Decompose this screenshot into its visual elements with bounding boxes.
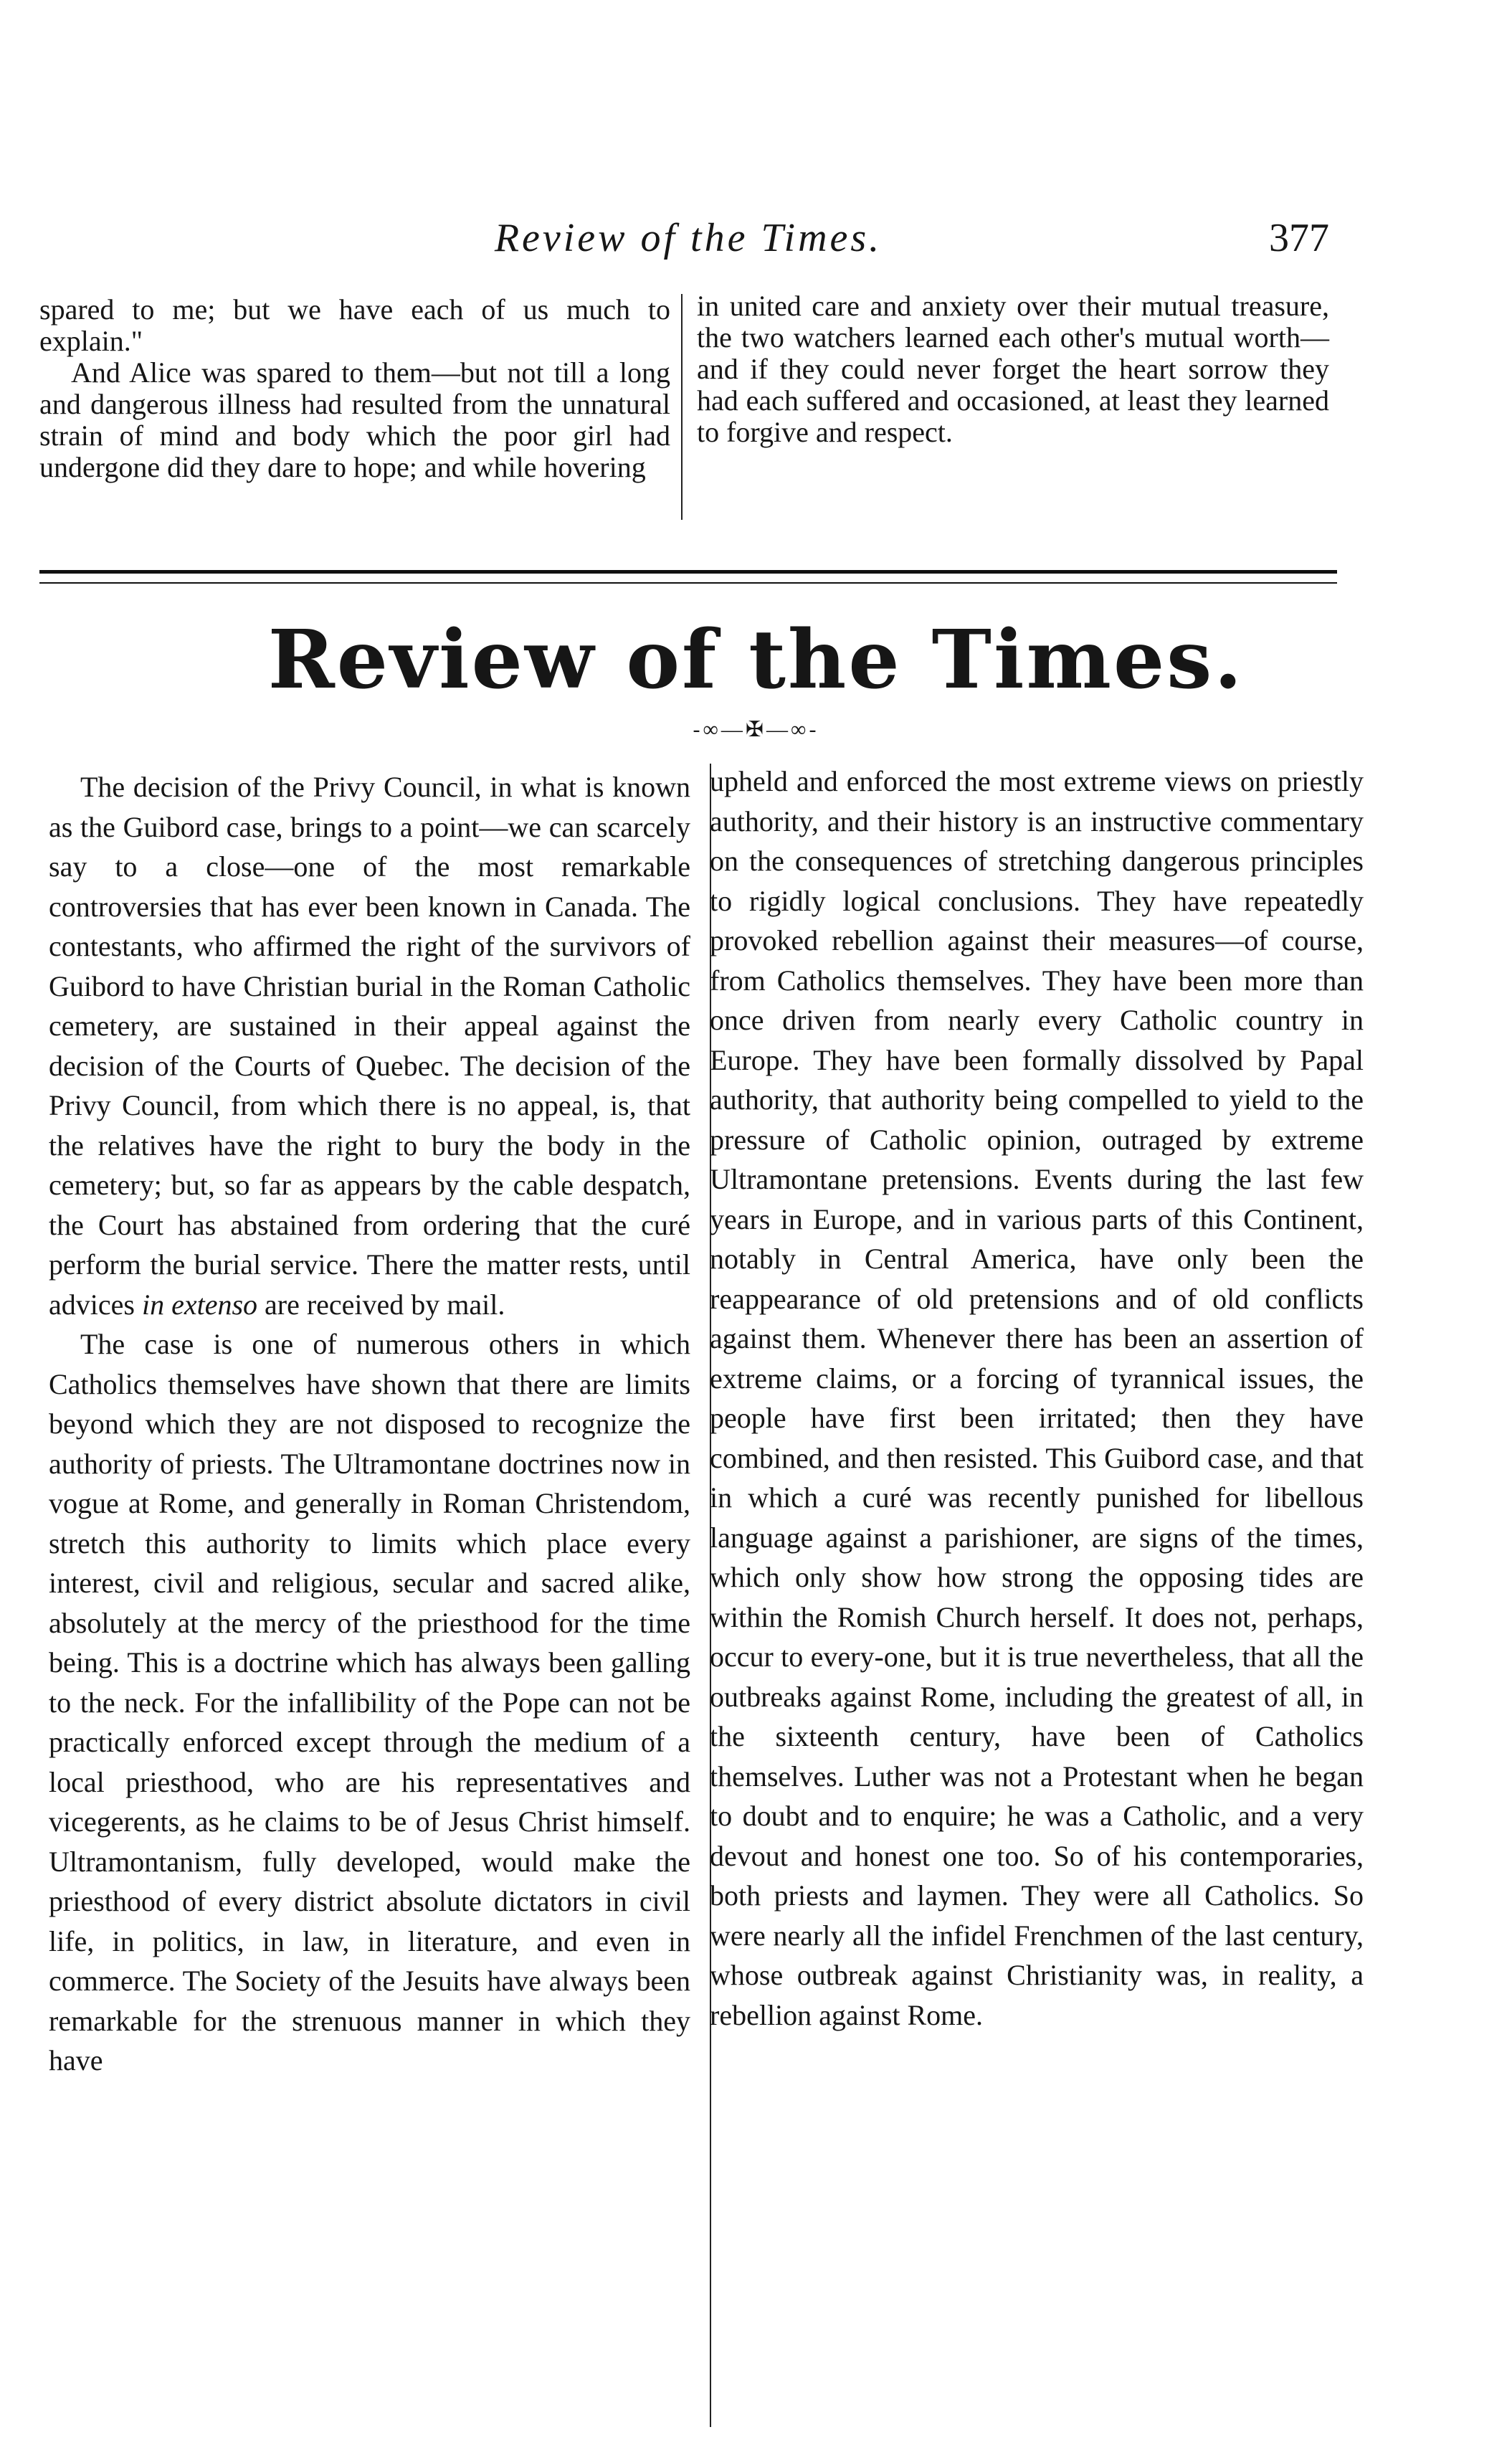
top-story-paragraph: in united care and anxiety over their mutual treasure, the two watchers learned each other's mutual worth—and if they could never forget the heart sorrow they had each suffered and occasioned, at least they learned to forgive and respect. — [697, 290, 1329, 448]
running-title: Review of the Times. — [494, 216, 883, 260]
section-rule-thin — [39, 582, 1337, 584]
article-paragraph: The case is one of numerous others in which Catholics themselves have shown that there are limits beyond which they are not disposed to recognize the authority of priests. The Ultramontane doctrines now in vogue at Rome, and generally in Roman Christendom, stretch this authority to limits which place every interest, civil and religious, secular and sacred alike, absolutely at the mercy of the priesthood for the time being. This is a doctrine which has always been galling to the neck. For the infallibility of the Pope can not be practically enforced except through the medium of a local priesthood, who are his representatives and vicegerents, as he claims to be of Jesus Christ himself. Ultramontanism, fully developed, would make the priesthood of every district absolute dictators in civil life, in politics, in law, in literature, and even in commerce. The Society of the Jesuits have always been remarkable for the strenuous manner in which they have — [49, 1328, 690, 2076]
article-paragraph: upheld and enforced the most extreme views on priestly authority, and their history is an instructive commentary on the consequences of stretching dangerous principles to rigidly logical conclusions. They have repeatedly provoked rebellion against their measures—of course, from Catholics themselves. They have been more than once driven from nearly every Catholic country in Europe. They have been formally dissolved by Papal authority, that authority being compelled to yield to the pressure of Catholic opinion, outraged by extreme Ultramontane pretensions. Events during the last few years in Europe, and in various parts of this Continent, notably in Central America, have only been the reappearance of old pretensions and of old conflicts against them. Whenever there has been an assertion of extreme claims, or a forcing of tyrannical issues, the people have first been irritated; then they have combined, and then resisted. This Guibord case, and that in which a curé was recently punished for libellous language against a parishioner, are signs of the times, which only show how strong the opposing tides are within the Romish Church herself. It does not, perhaps, occur to every-one, but it is true nevertheless, that all the outbreaks against Rome, including the greatest of all, in the sixteenth century, have been of Catholics themselves. Luther was not a Protestant when he began to doubt and to enquire; he was a Catholic, and a very devout and honest one too. So of his contemporaries, both priests and laymen. They were all Catholics. So were nearly all the infidel Frenchmen of the last century, whose outbreak against Christianity was, in reality, a rebellion against Rome. — [710, 765, 1364, 2031]
title-ornament: -∞—✠—∞- — [693, 718, 819, 741]
section-title: Review of the Times. — [267, 613, 1245, 707]
page-number: 377 — [1269, 216, 1329, 260]
section-rule-thick — [39, 570, 1337, 574]
page-header — [0, 215, 1512, 272]
column-divider — [681, 294, 683, 520]
top-story-left-column — [39, 294, 670, 483]
top-story-right-column — [697, 290, 1329, 448]
article-right-column — [710, 761, 1364, 2035]
article-text: are received by mail. — [257, 1288, 505, 1321]
top-story-paragraph: spared to me; but we have each of us much to explain." — [39, 293, 670, 357]
article-italic-text: in extenso — [141, 1288, 258, 1321]
article-left-column — [49, 767, 690, 2081]
article-text: The decision of the Privy Council, in what is known as the Guibord case, brings to a point—we can scarcely say to a close—one of the most remarkable controversies that has ever been known in Canada. The contestants, who affirmed the right of the survivors of Guibord to have Christian burial in the Roman Catholic cemetery, are sustained in their appeal against the decision of the Courts of Quebec. The decision of the Privy Council, from which there is no appeal, is, that the relatives have the right to bury the body in the cemetery; but, so far as appears by the cable despatch, the Court has abstained from ordering that the curé perform the burial service. There the matter rests, until advices — [49, 771, 690, 1321]
article-paragraph — [49, 767, 690, 1324]
top-story-paragraph: And Alice was spared to them—but not till a long and dangerous illness had resulted from the unnatural strain of mind and body which the poor girl had undergone did they dare to hope; and while hovering — [39, 356, 670, 483]
